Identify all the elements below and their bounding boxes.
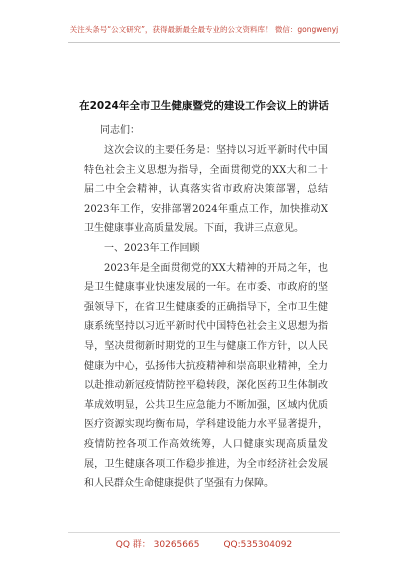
section-paragraph-1: 2023年是全面贯彻党的XX大精神的开局之年，也是卫生健康事业快速发展的一年。在市委、市政府的坚强领导下，在省卫生健康委的正确指导下，全市卫生健康系统坚持以习近平新时代中国特色社会主义思想为指导，坚决贯彻新时期党的卫生与健康工作方针，以人民健康为中心，弘扬伟大抗疫精神和崇高职业精神，全力以赴推动新冠疫情防控平稳转段，深化医药卫生体制改革成效明显，公共卫生应急能力不断加强，区域内优质医疗资源实现均衡布局，学科建设能力水平显著提升，疫情防控各项工作高效统筹，人口健康实现高质量发展，卫生健康各项工作稳步推进，为全市经济社会发展和人民群众生命健康提供了坚强有力保障。 bbox=[84, 262, 328, 490]
intro-paragraph: 这次会议的主要任务是：坚持以习近平新时代中国特色社会主义思想为指导，全面贯彻党的XX大和二十届二中全会精神，认真落实省市政府决策部署，总结2023年工作，安排部署2024年重点工作，加快推动X卫生健康事业高质量发展。下面，我讲三点意见。 bbox=[84, 145, 328, 235]
document-body bbox=[84, 141, 328, 494]
footer-qq: QQ:535304092 bbox=[223, 540, 293, 550]
header-divider bbox=[68, 42, 340, 43]
footer-contact bbox=[0, 537, 408, 550]
footer-qq-group: QQ 群： 30265665 bbox=[115, 540, 200, 550]
header-notice: 关注头条号“公文研究”，获得最新最全最专业的公文资料库！ 微信：gongwenyj bbox=[69, 25, 339, 34]
document-title: 在2024年全市卫生健康暨党的建设工作会议上的讲话 bbox=[79, 100, 329, 112]
footer-divider bbox=[68, 532, 340, 533]
section-heading-1: 一、2023年工作回顾 bbox=[104, 242, 200, 254]
salutation: 同志们： bbox=[100, 125, 140, 136]
